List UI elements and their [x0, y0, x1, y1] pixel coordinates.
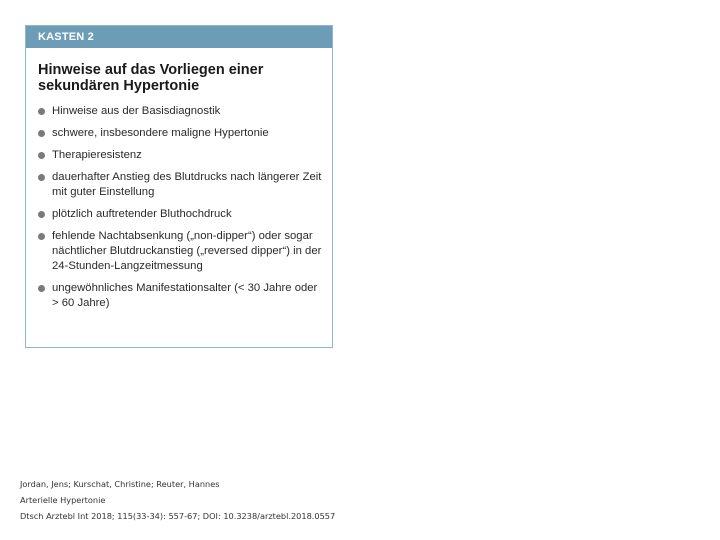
bullet-icon	[38, 174, 45, 181]
box-header: KASTEN 2	[26, 26, 332, 48]
list-item	[38, 207, 322, 222]
list-item-text: ungewöhnliches Manifestationsalter (< 30 Jahre oder > 60 Jahre)	[52, 282, 318, 309]
list-item-text: plötzlich auftretender Bluthochdruck	[52, 208, 232, 220]
bullet-icon	[38, 285, 45, 292]
citation-authors: Jordan, Jens; Kurschat, Christine; Reuter, Hannes	[20, 479, 220, 489]
list-item-text: Hinweise aus der Basisdiagnostik	[52, 105, 221, 117]
citation	[20, 476, 335, 524]
box-title-line-1: Hinweise auf das Vorliegen einer	[38, 62, 264, 78]
list-item-text: fehlende Nachtabsenkung („non-dipper“) oder sogar nächtlicher Blutdruckanstieg („reversed dipper“) in der 24-Stunden-Langzeitmessung	[52, 230, 322, 272]
list-item-text: Therapieresistenz	[52, 149, 142, 161]
list-item-text: schwere, insbesondere maligne Hypertonie	[52, 127, 269, 139]
citation-title: Arterielle Hypertonie	[20, 495, 106, 505]
box-title	[38, 62, 320, 94]
list-item-text: dauerhafter Anstieg des Blutdrucks nach längerer Zeit mit guter Einstellung	[52, 171, 322, 198]
list-item	[38, 104, 322, 119]
bullet-icon	[38, 130, 45, 137]
list-item	[38, 170, 322, 200]
list-item	[38, 229, 322, 274]
box-title-line-2: sekundären Hypertonie	[38, 78, 200, 94]
bullet-icon	[38, 152, 45, 159]
bullet-icon	[38, 108, 45, 115]
bullet-icon	[38, 233, 45, 240]
list-item	[38, 126, 322, 141]
bullet-icon	[38, 211, 45, 218]
list-item	[38, 281, 322, 311]
list-item	[38, 148, 322, 163]
citation-reference: Dtsch Arztebl Int 2018; 115(33-34): 557-67; DOI: 10.3238/arztebl.2018.0557	[20, 511, 336, 521]
indicator-list	[26, 104, 332, 311]
info-box	[25, 25, 333, 348]
